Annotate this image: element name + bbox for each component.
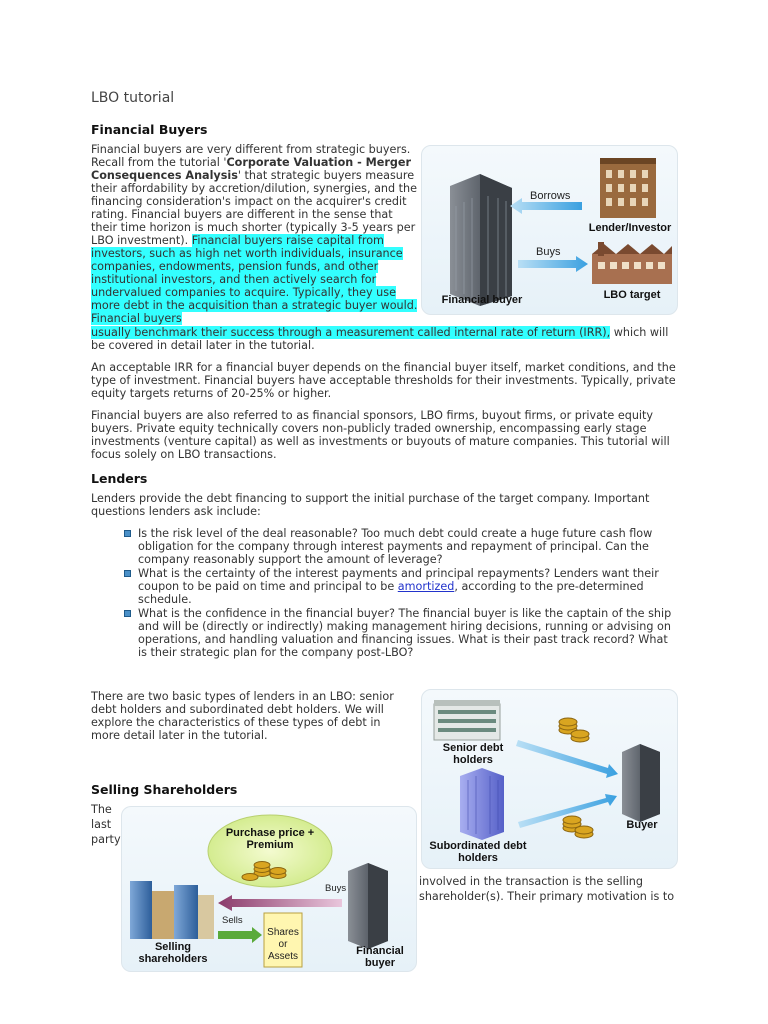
- lender-building-icon: [600, 158, 656, 218]
- financial-buyer-label: Financial buyer: [356, 945, 404, 969]
- coins-icon-2: [563, 816, 593, 838]
- selling-text-cont-1: involved in the transaction is the selling: [419, 875, 643, 888]
- financial-buyers-paragraph-3: Financial buyers are also referred to as financial sponsors, LBO firms, buyout firms, or private equity buyers. Private equity technically covers non-publicly traded ownership, encompassing early stage investments (venture capital) as well as investments or buyouts of mature companies. This tutorial will focus solely on LBO transactions.: [91, 409, 670, 461]
- sells-label: Sells: [222, 915, 243, 926]
- senior-debt-building-icon: [434, 700, 500, 740]
- buys-label: Buys: [325, 883, 347, 894]
- selling-shareholders-building-icon: [130, 881, 214, 939]
- purchase-price-label: Purchase price + Premium: [225, 827, 315, 851]
- lender-questions-list: [124, 527, 680, 660]
- borrows-label: Borrows: [530, 190, 571, 202]
- buys-label: Buys: [536, 246, 561, 258]
- financial-buyer-diagram: [421, 145, 678, 315]
- lender-types-paragraph: There are two basic types of lenders in an LBO: senior debt holders and subordinated debt holders. We will explore the characteristics of these types of debt in more detail later in the tutorial.: [91, 690, 394, 742]
- buys-arrow-left: [218, 895, 342, 911]
- subordinated-building-icon: [460, 768, 504, 840]
- selling-text-line-2: last: [91, 818, 112, 831]
- financial-buyers-paragraph-1: Financial buyers are very different from strategic buyers. Recall from the tutorial 'Corporate Valuation - Merger Consequences Analysis' that strategic buyers measure their affordability by accretion/dilution, synergies, and the financing consideration's impact on the acquirer's credit rating. Financial buyers are different in the sense that their time horizon is much shorter (typically 3-5 years per LBO investment). Financial buyers raise capital from investors, such as high net worth individuals, insurance companies, endowments, pension funds, and other institutional investors, and then actively search for undervalued companies to acquire. Typically, they use more debt in the acquisition than a strategic buyer would. Financial buyers: [91, 143, 418, 325]
- sells-arrow-right: [218, 927, 262, 943]
- bullet-icon: [124, 570, 131, 577]
- financial-buyer-tower-icon: [348, 863, 388, 949]
- list-item: Is the risk level of the deal reasonable? Too much debt could create a huge future cash flow obligation for the company through interest payments and repayment of principal. Can the company reasonably support the amount of leverage?: [124, 527, 680, 566]
- financial-buyer-tower-icon: [450, 174, 512, 306]
- financial-buyers-paragraph-2: An acceptable IRR for a financial buyer depends on the financial buyer itself, market conditions, and the type of investment. Financial buyers have acceptable thresholds for their investments. Typically, private equity targets returns of 20-25% or higher.: [91, 361, 676, 400]
- shares-assets-label: Shares or Assets: [267, 927, 299, 962]
- lenders-intro: Lenders provide the debt financing to support the initial purchase of the target company. Important questions lenders ask include:: [91, 492, 650, 518]
- lenders-heading: Lenders: [91, 471, 148, 486]
- bullet-icon: [124, 610, 131, 617]
- subordinated-debt-label: Subordinated debt holders: [429, 840, 527, 864]
- coins-icon: [559, 718, 589, 742]
- senior-arrow: [516, 740, 618, 778]
- lender-investor-label: Lender/Investor: [588, 222, 672, 234]
- selling-shareholders-diagram: [121, 806, 417, 972]
- buyer-label: Buyer: [626, 819, 658, 831]
- lbo-target-factory-icon: [592, 242, 672, 284]
- selling-text-line-1: The: [91, 803, 112, 816]
- buyer-tower-icon: [622, 744, 660, 822]
- buys-arrow: [518, 256, 588, 272]
- selling-shareholders-heading: Selling Shareholders: [91, 782, 238, 797]
- list-item: What is the confidence in the financial buyer? The financial buyer is like the captain of the ship and will be (directly or indirectly) making management hiring decisions, running or advising on operations, and handling valuation and financing issues. What is their past track record? What is their strategic plan for the company post-LBO?: [124, 607, 680, 659]
- financial-buyers-paragraph-1-cont: usually benchmark their success through a measurement called internal rate of return (IRR), which will be covered in detail later in the tutorial.: [91, 326, 681, 352]
- lender-types-diagram: [421, 689, 678, 869]
- lbo-target-label: LBO target: [603, 289, 661, 301]
- selling-text-cont-2: shareholder(s). Their primary motivation is to: [419, 890, 675, 903]
- selling-shareholders-label: Selling shareholders: [138, 941, 208, 965]
- financial-buyer-label: Financial buyer: [441, 294, 523, 306]
- financial-buyers-heading: Financial Buyers: [91, 122, 208, 137]
- bullet-icon: [124, 530, 131, 537]
- selling-text-line-3: party: [91, 833, 121, 846]
- list-item: What is the certainty of the interest payments and principal repayments? Lenders want their coupon to be paid on time and principal to be amortized, according to the pre-determined schedule.: [124, 567, 680, 606]
- document-title: LBO tutorial: [91, 90, 175, 106]
- amortized-link[interactable]: amortized: [397, 580, 455, 593]
- senior-debt-label: Senior debt holders: [442, 742, 504, 766]
